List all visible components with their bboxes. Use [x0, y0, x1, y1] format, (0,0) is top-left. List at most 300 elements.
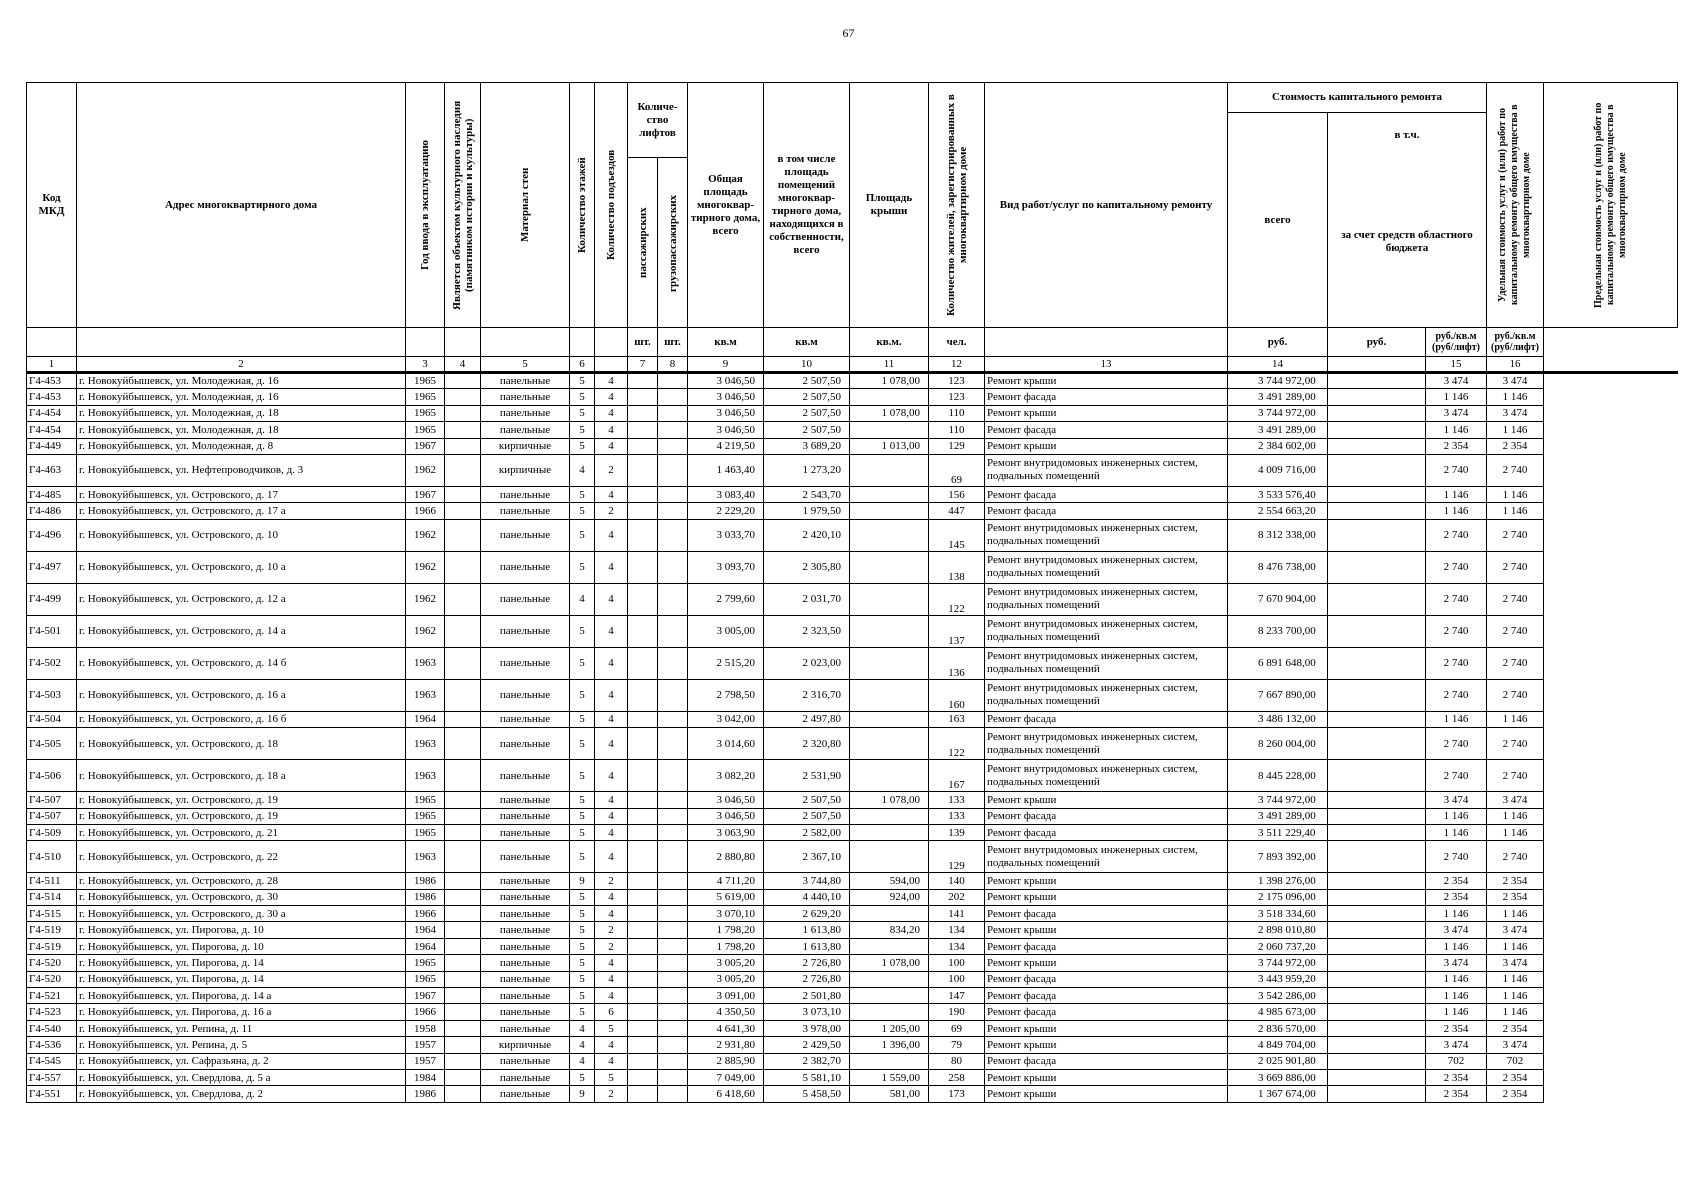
header-cost-regional: за счет средств областного бюджета: [1328, 158, 1487, 328]
cell-address: г. Новокуйбышевск, ул. Пирогова, д. 10: [77, 922, 406, 938]
cell-work-type: Ремонт внутридомовых инженерных систем, подвальных помещений: [985, 679, 1228, 711]
cell-code: Г4-536: [27, 1037, 77, 1053]
cell-floors: 5: [570, 938, 595, 954]
cell-wall: панельные: [481, 922, 570, 938]
cell-owned-area: 2 531,90: [764, 760, 850, 792]
cell-cost-regional: [1328, 906, 1426, 922]
cell-heritage: [445, 988, 481, 1004]
table-row: [27, 1053, 1678, 1069]
cell-residents: 122: [929, 728, 985, 760]
cell-lifts-passenger: [628, 486, 658, 502]
table-row: [27, 503, 1678, 519]
header-lifts: Количе-ство лифтов: [628, 83, 688, 158]
column-number-row: [27, 357, 1678, 373]
cell-lifts-passenger: [628, 728, 658, 760]
cell-wall: панельные: [481, 971, 570, 987]
cell-max-cost: 2 740: [1487, 454, 1544, 486]
column-number: [595, 357, 628, 373]
cell-year: 1965: [406, 389, 445, 405]
cell-wall: панельные: [481, 1069, 570, 1085]
cell-cost-total: 2 025 901,80: [1228, 1053, 1328, 1069]
table-row: [27, 583, 1678, 615]
cell-year: 1965: [406, 955, 445, 971]
cell-entrances: 4: [595, 971, 628, 987]
table-row: [27, 922, 1678, 938]
cell-lifts-passenger: [628, 808, 658, 824]
cell-roof-area: [850, 519, 929, 551]
table-row: [27, 988, 1678, 1004]
cell-heritage: [445, 808, 481, 824]
cell-owned-area: 2 501,80: [764, 988, 850, 1004]
cell-lifts-cargo: [658, 438, 688, 454]
cell-cost-regional: [1328, 373, 1426, 389]
cell-wall: панельные: [481, 1053, 570, 1069]
cell-cost-regional: [1328, 1020, 1426, 1036]
cell-roof-area: [850, 422, 929, 438]
cell-entrances: 4: [595, 824, 628, 840]
cell-total-area: 3 046,50: [688, 405, 764, 421]
cell-total-area: 3 005,20: [688, 971, 764, 987]
cell-total-area: 2 229,20: [688, 503, 764, 519]
cell-residents: 138: [929, 551, 985, 583]
cell-entrances: 4: [595, 405, 628, 421]
column-number: 13: [985, 357, 1228, 373]
table-row: [27, 711, 1678, 727]
cell-entrances: 2: [595, 938, 628, 954]
cell-lifts-cargo: [658, 519, 688, 551]
cell-heritage: [445, 1037, 481, 1053]
cell-lifts-cargo: [658, 583, 688, 615]
cell-owned-area: 2 382,70: [764, 1053, 850, 1069]
cell-cost-total: 1 367 674,00: [1228, 1086, 1328, 1102]
cell-year: 1984: [406, 1069, 445, 1085]
cell-unit-cost: 1 146: [1426, 1004, 1487, 1020]
cell-address: г. Новокуйбышевск, ул. Репина, д. 11: [77, 1020, 406, 1036]
cell-lifts-passenger: [628, 1020, 658, 1036]
cell-address: г. Новокуйбышевск, ул. Свердлова, д. 2: [77, 1086, 406, 1102]
cell-year: 1963: [406, 679, 445, 711]
cell-entrances: 4: [595, 808, 628, 824]
cell-floors: 5: [570, 615, 595, 647]
cell-residents: 79: [929, 1037, 985, 1053]
cell-unit-cost: 1 146: [1426, 808, 1487, 824]
cell-unit-cost: 2 740: [1426, 841, 1487, 873]
cell-code: Г4-557: [27, 1069, 77, 1085]
cell-total-area: 3 082,20: [688, 760, 764, 792]
cell-wall: кирпичные: [481, 1037, 570, 1053]
cell-lifts-passenger: [628, 454, 658, 486]
cell-cost-regional: [1328, 405, 1426, 421]
cell-lifts-passenger: [628, 583, 658, 615]
cell-year: 1962: [406, 454, 445, 486]
cell-address: г. Новокуйбышевск, ул. Островского, д. 16 а: [77, 679, 406, 711]
cell-floors: 5: [570, 405, 595, 421]
cell-address: г. Новокуйбышевск, ул. Молодежная, д. 18: [77, 405, 406, 421]
cell-address: г. Новокуйбышевск, ул. Островского, д. 17: [77, 486, 406, 502]
cell-floors: 4: [570, 583, 595, 615]
cell-heritage: [445, 583, 481, 615]
cell-roof-area: [850, 389, 929, 405]
cell-heritage: [445, 971, 481, 987]
cell-cost-regional: [1328, 1037, 1426, 1053]
cell-unit-cost: 2 354: [1426, 438, 1487, 454]
cell-address: г. Новокуйбышевск, ул. Островского, д. 19: [77, 792, 406, 808]
cell-total-area: 1 798,20: [688, 922, 764, 938]
cell-lifts-cargo: [658, 971, 688, 987]
cell-wall: панельные: [481, 503, 570, 519]
cell-residents: 134: [929, 922, 985, 938]
cell-cost-regional: [1328, 922, 1426, 938]
cell-wall: панельные: [481, 711, 570, 727]
cell-cost-regional: [1328, 824, 1426, 840]
table-row: [27, 1037, 1678, 1053]
cell-year: 1964: [406, 922, 445, 938]
cell-lifts-passenger: [628, 938, 658, 954]
cell-owned-area: 2 507,50: [764, 808, 850, 824]
cell-address: г. Новокуйбышевск, ул. Пирогова, д. 14: [77, 971, 406, 987]
column-number: 14: [1228, 357, 1328, 373]
cell-heritage: [445, 438, 481, 454]
cell-year: 1966: [406, 906, 445, 922]
cell-wall: панельные: [481, 615, 570, 647]
cell-cost-regional: [1328, 1069, 1426, 1085]
cell-roof-area: [850, 551, 929, 583]
cell-cost-regional: [1328, 422, 1426, 438]
cell-address: г. Новокуйбышевск, ул. Островского, д. 12 а: [77, 583, 406, 615]
table-row: [27, 486, 1678, 502]
cell-roof-area: [850, 679, 929, 711]
cell-floors: 5: [570, 760, 595, 792]
cell-roof-area: 581,00: [850, 1086, 929, 1102]
cell-lifts-passenger: [628, 615, 658, 647]
cell-code: Г4-507: [27, 792, 77, 808]
cell-total-area: 3 042,00: [688, 711, 764, 727]
cell-heritage: [445, 389, 481, 405]
cell-year: 1965: [406, 405, 445, 421]
cell-unit-cost: 3 474: [1426, 792, 1487, 808]
cell-lifts-cargo: [658, 454, 688, 486]
cell-entrances: 4: [595, 792, 628, 808]
cell-lifts-cargo: [658, 1020, 688, 1036]
cell-code: Г4-504: [27, 711, 77, 727]
cell-entrances: 4: [595, 906, 628, 922]
column-number: 10: [764, 357, 850, 373]
cell-unit-cost: 3 474: [1426, 955, 1487, 971]
cell-entrances: 2: [595, 454, 628, 486]
cell-owned-area: 2 320,80: [764, 728, 850, 760]
cell-lifts-cargo: [658, 728, 688, 760]
header-max-cost: Предельная стоимость услуг и (или) работ по капитальному ремонту общего имущества в многоквартирном доме: [1592, 102, 1628, 308]
cell-owned-area: 2 305,80: [764, 551, 850, 583]
cell-owned-area: 1 979,50: [764, 503, 850, 519]
cell-cost-regional: [1328, 873, 1426, 889]
cell-unit-cost: 2 740: [1426, 519, 1487, 551]
cell-floors: 4: [570, 1053, 595, 1069]
cell-heritage: [445, 647, 481, 679]
cell-lifts-passenger: [628, 792, 658, 808]
cell-wall: панельные: [481, 824, 570, 840]
cell-residents: 173: [929, 1086, 985, 1102]
cell-lifts-passenger: [628, 988, 658, 1004]
cell-heritage: [445, 873, 481, 889]
cell-year: 1965: [406, 373, 445, 389]
cell-residents: 100: [929, 955, 985, 971]
cell-unit-cost: 1 146: [1426, 486, 1487, 502]
cell-cost-regional: [1328, 647, 1426, 679]
cell-floors: 5: [570, 373, 595, 389]
cell-cost-regional: [1328, 438, 1426, 454]
cell-heritage: [445, 422, 481, 438]
cell-unit-cost: 1 146: [1426, 971, 1487, 987]
cell-cost-total: 2 898 010,80: [1228, 922, 1328, 938]
cell-cost-total: 3 518 334,60: [1228, 906, 1328, 922]
cell-residents: 136: [929, 647, 985, 679]
cell-max-cost: 2 740: [1487, 583, 1544, 615]
cell-unit-cost: 1 146: [1426, 711, 1487, 727]
cell-max-cost: 2 354: [1487, 889, 1544, 905]
cell-lifts-cargo: [658, 389, 688, 405]
cell-lifts-passenger: [628, 1086, 658, 1102]
cell-cost-total: 2 836 570,00: [1228, 1020, 1328, 1036]
cell-roof-area: [850, 971, 929, 987]
cell-lifts-cargo: [658, 808, 688, 824]
cell-max-cost: 2 354: [1487, 1086, 1544, 1102]
cell-code: Г4-520: [27, 955, 77, 971]
cell-code: Г4-496: [27, 519, 77, 551]
unit-pcs: шт.: [658, 328, 688, 357]
cell-entrances: 4: [595, 679, 628, 711]
cell-year: 1967: [406, 486, 445, 502]
cell-floors: 5: [570, 808, 595, 824]
cell-year: 1963: [406, 647, 445, 679]
cell-code: Г4-501: [27, 615, 77, 647]
cell-cost-total: 4 985 673,00: [1228, 1004, 1328, 1020]
cell-address: г. Новокуйбышевск, ул. Молодежная, д. 16: [77, 389, 406, 405]
cell-lifts-passenger: [628, 711, 658, 727]
cell-total-area: 4 641,30: [688, 1020, 764, 1036]
cell-entrances: 4: [595, 422, 628, 438]
cell-roof-area: [850, 454, 929, 486]
cell-cost-regional: [1328, 792, 1426, 808]
cell-floors: 9: [570, 873, 595, 889]
cell-owned-area: 2 507,50: [764, 422, 850, 438]
column-number: 15: [1426, 357, 1487, 373]
cell-code: Г4-519: [27, 922, 77, 938]
cell-lifts-passenger: [628, 519, 658, 551]
cell-residents: 137: [929, 615, 985, 647]
cell-cost-regional: [1328, 841, 1426, 873]
cell-lifts-passenger: [628, 1069, 658, 1085]
cell-address: г. Новокуйбышевск, ул. Островского, д. 30: [77, 889, 406, 905]
header-work-type: Вид работ/услуг по капитальному ремонту: [985, 83, 1228, 328]
cell-year: 1966: [406, 503, 445, 519]
cell-address: г. Новокуйбышевск, ул. Островского, д. 21: [77, 824, 406, 840]
cell-year: 1962: [406, 519, 445, 551]
cell-year: 1986: [406, 889, 445, 905]
cell-owned-area: 3 978,00: [764, 1020, 850, 1036]
cell-lifts-passenger: [628, 438, 658, 454]
cell-code: Г4-453: [27, 389, 77, 405]
cell-total-area: 3 093,70: [688, 551, 764, 583]
cell-cost-total: 3 744 972,00: [1228, 405, 1328, 421]
cell-lifts-passenger: [628, 1004, 658, 1020]
table-row: [27, 1069, 1678, 1085]
cell-heritage: [445, 551, 481, 583]
cell-floors: 5: [570, 486, 595, 502]
header-code: Код МКД: [27, 83, 77, 328]
cell-heritage: [445, 615, 481, 647]
cell-total-area: 3 014,60: [688, 728, 764, 760]
cell-lifts-passenger: [628, 824, 658, 840]
cell-floors: 5: [570, 792, 595, 808]
cell-entrances: 4: [595, 889, 628, 905]
cell-residents: 147: [929, 988, 985, 1004]
cell-wall: панельные: [481, 1004, 570, 1020]
cell-work-type: Ремонт фасада: [985, 503, 1228, 519]
cell-heritage: [445, 503, 481, 519]
cell-roof-area: [850, 824, 929, 840]
cell-work-type: Ремонт внутридомовых инженерных систем, подвальных помещений: [985, 551, 1228, 583]
cell-floors: 5: [570, 841, 595, 873]
cell-roof-area: [850, 486, 929, 502]
header-unit-cost: Удельная стоимость услуг и (или) работ по капитальному ремонту общего имущества в многоквартирном доме: [1497, 104, 1533, 306]
cell-year: 1966: [406, 1004, 445, 1020]
cell-roof-area: 1 013,00: [850, 438, 929, 454]
cell-unit-cost: 1 146: [1426, 503, 1487, 519]
cell-cost-regional: [1328, 519, 1426, 551]
cell-work-type: Ремонт фасада: [985, 422, 1228, 438]
cell-year: 1967: [406, 988, 445, 1004]
cell-floors: 5: [570, 711, 595, 727]
cell-max-cost: 702: [1487, 1053, 1544, 1069]
cell-lifts-cargo: [658, 841, 688, 873]
cell-cost-regional: [1328, 808, 1426, 824]
cell-max-cost: 1 146: [1487, 808, 1544, 824]
column-number: 12: [929, 357, 985, 373]
cell-wall: панельные: [481, 583, 570, 615]
cell-total-area: 2 798,50: [688, 679, 764, 711]
cell-cost-regional: [1328, 711, 1426, 727]
cell-cost-total: 4 009 716,00: [1228, 454, 1328, 486]
cell-wall: панельные: [481, 728, 570, 760]
cell-heritage: [445, 906, 481, 922]
cell-residents: 156: [929, 486, 985, 502]
cell-residents: 160: [929, 679, 985, 711]
cell-residents: 141: [929, 906, 985, 922]
cell-owned-area: 2 726,80: [764, 971, 850, 987]
cell-roof-area: [850, 906, 929, 922]
cell-cost-regional: [1328, 583, 1426, 615]
cell-residents: 258: [929, 1069, 985, 1085]
table-row: [27, 906, 1678, 922]
cell-total-area: 3 070,10: [688, 906, 764, 922]
cell-year: 1965: [406, 971, 445, 987]
cell-entrances: 4: [595, 389, 628, 405]
table-row: [27, 824, 1678, 840]
cell-total-area: 3 005,00: [688, 615, 764, 647]
cell-wall: панельные: [481, 405, 570, 421]
cell-lifts-cargo: [658, 988, 688, 1004]
cell-total-area: 4 350,50: [688, 1004, 764, 1020]
table-row: [27, 389, 1678, 405]
cell-unit-cost: 2 740: [1426, 679, 1487, 711]
cell-unit-cost: 3 474: [1426, 405, 1487, 421]
cell-max-cost: 3 474: [1487, 373, 1544, 389]
cell-max-cost: 1 146: [1487, 988, 1544, 1004]
cell-lifts-cargo: [658, 792, 688, 808]
table-row: [27, 889, 1678, 905]
cell-wall: панельные: [481, 808, 570, 824]
cell-address: г. Новокуйбышевск, ул. Островского, д. 10: [77, 519, 406, 551]
cell-lifts-passenger: [628, 405, 658, 421]
cell-wall: панельные: [481, 486, 570, 502]
cell-heritage: [445, 519, 481, 551]
cell-lifts-passenger: [628, 647, 658, 679]
cell-code: Г4-523: [27, 1004, 77, 1020]
cell-unit-cost: 2 740: [1426, 760, 1487, 792]
cell-work-type: Ремонт фасада: [985, 486, 1228, 502]
header-entrances: Количество подъездов: [605, 149, 617, 261]
cell-max-cost: 1 146: [1487, 422, 1544, 438]
cell-cost-regional: [1328, 728, 1426, 760]
cell-address: г. Новокуйбышевск, ул. Свердлова, д. 5 а: [77, 1069, 406, 1085]
cell-address: г. Новокуйбышевск, ул. Островского, д. 18 а: [77, 760, 406, 792]
cell-year: 1962: [406, 551, 445, 583]
cell-total-area: 3 063,90: [688, 824, 764, 840]
table-row: [27, 551, 1678, 583]
cell-lifts-passenger: [628, 503, 658, 519]
cell-code: Г4-499: [27, 583, 77, 615]
cell-entrances: 4: [595, 583, 628, 615]
cell-residents: 123: [929, 373, 985, 389]
cell-heritage: [445, 405, 481, 421]
cell-owned-area: 2 629,20: [764, 906, 850, 922]
cell-heritage: [445, 955, 481, 971]
cell-residents: 122: [929, 583, 985, 615]
cell-lifts-cargo: [658, 373, 688, 389]
cell-unit-cost: 2 740: [1426, 647, 1487, 679]
cell-work-type: Ремонт фасада: [985, 1053, 1228, 1069]
cell-cost-total: 8 260 004,00: [1228, 728, 1328, 760]
cell-wall: панельные: [481, 389, 570, 405]
cell-owned-area: 2 497,80: [764, 711, 850, 727]
cell-work-type: Ремонт крыши: [985, 955, 1228, 971]
cell-lifts-cargo: [658, 1086, 688, 1102]
cell-floors: 4: [570, 1020, 595, 1036]
cell-max-cost: 1 146: [1487, 711, 1544, 727]
cell-max-cost: 2 740: [1487, 679, 1544, 711]
cell-year: 1958: [406, 1020, 445, 1036]
cell-work-type: Ремонт фасада: [985, 711, 1228, 727]
cell-wall: панельные: [481, 422, 570, 438]
cell-heritage: [445, 373, 481, 389]
cell-total-area: 3 091,00: [688, 988, 764, 1004]
cell-roof-area: [850, 711, 929, 727]
cell-total-area: 4 219,50: [688, 438, 764, 454]
cell-wall: панельные: [481, 647, 570, 679]
cell-roof-area: 1 396,00: [850, 1037, 929, 1053]
header-total-area: Общая площадь многоквар-тирного дома, всего: [688, 83, 764, 328]
cell-lifts-cargo: [658, 503, 688, 519]
cell-max-cost: 2 740: [1487, 615, 1544, 647]
cell-code: Г4-505: [27, 728, 77, 760]
cell-total-area: 3 083,40: [688, 486, 764, 502]
cell-year: 1965: [406, 792, 445, 808]
cell-cost-total: 7 667 890,00: [1228, 679, 1328, 711]
table-row: [27, 873, 1678, 889]
cell-total-area: 3 005,20: [688, 955, 764, 971]
cell-unit-cost: 1 146: [1426, 988, 1487, 1004]
